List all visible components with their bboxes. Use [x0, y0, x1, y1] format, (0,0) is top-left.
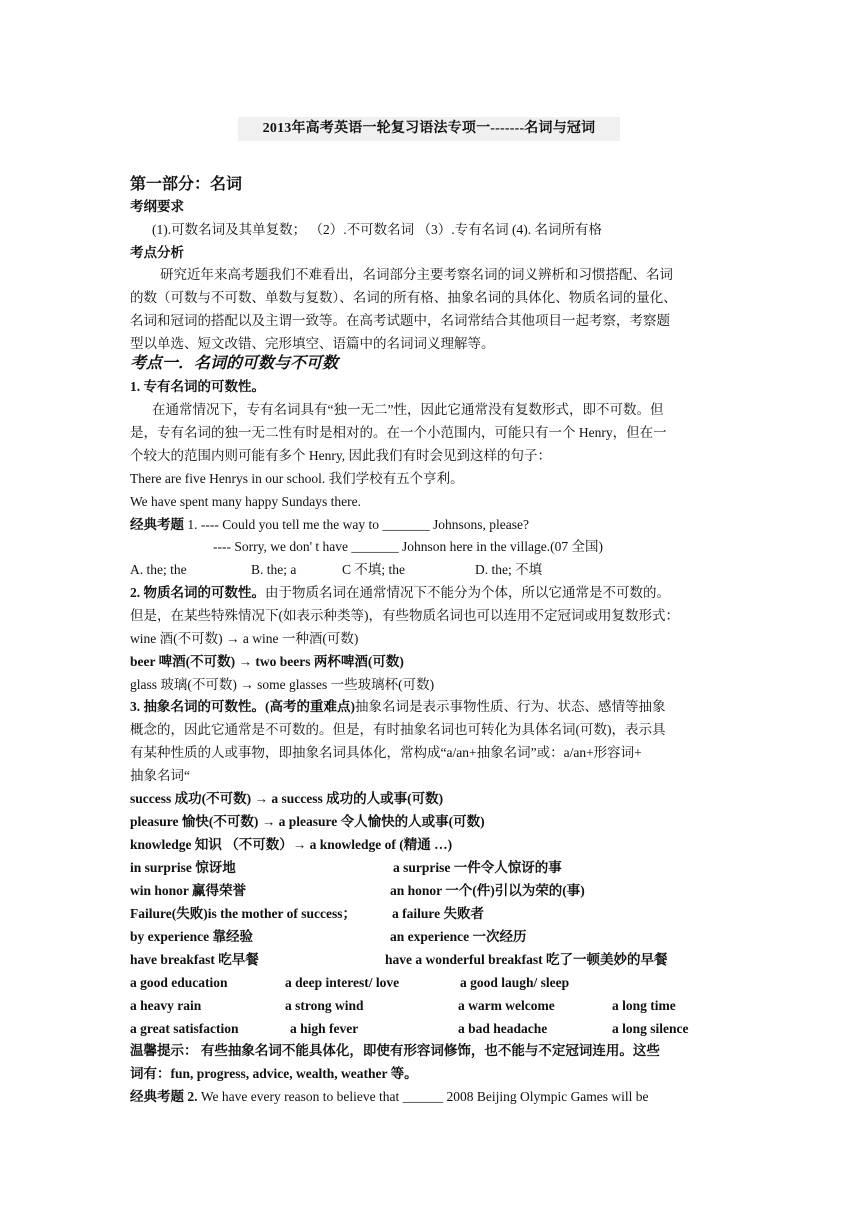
question-1-line-b: ---- Sorry, we don' t have _______ Johnson here in the village.(07 全国)	[213, 539, 603, 554]
phrase-cell: a warm welcome	[458, 998, 555, 1013]
section-3-example: success 成功(不可数) → a success 成功的人或事(可数)	[130, 791, 444, 806]
document-title: 2013年高考英语一轮复习语法专项一-------名词与冠词	[238, 117, 620, 141]
section-2-example: beer 啤酒(不可数) → two beers 两杯啤酒(可数)	[130, 654, 404, 669]
pair-right: have a wonderful breakfast 吃了一顿美妙的早餐	[385, 952, 668, 967]
question-1	[130, 516, 529, 534]
phrase-cell: a deep interest/ love	[285, 975, 400, 990]
tip-text: 词有：fun, progress, advice, wealth, weather 等。	[130, 1066, 418, 1081]
section-3-text: 抽象名词是表示事物性质、行为、状态、感情等抽象	[355, 699, 666, 714]
phrase-cell: a good education	[130, 975, 228, 990]
phrase-cell: a long time	[612, 998, 676, 1013]
pair-left: by experience 靠经验	[130, 929, 253, 944]
pair-right: an honor 一个(件)引以为荣的(事)	[390, 883, 585, 898]
analysis-heading: 考点分析	[130, 245, 184, 260]
phrase-cell: a good laugh/ sleep	[460, 975, 570, 990]
phrase-cell: a high fever	[290, 1021, 359, 1036]
section-2-heading: 2. 物质名词的可数性。	[130, 585, 265, 600]
tip-text: 温馨提示： 有些抽象名词不能具体化，即使有形容词修饰，也不能与不定冠词连用。这些	[130, 1043, 660, 1058]
section-3	[130, 698, 666, 716]
question-2	[130, 1088, 649, 1106]
section-3-text: 抽象名词“	[130, 768, 190, 783]
section-1-text: 在通常情况下，专有名词具有“独一无二”性，因此它通常没有复数形式，即不可数。但	[152, 402, 664, 417]
pair-right: a failure 失败者	[392, 906, 484, 921]
section-3-text: 有某种性质的人或事物，即抽象名词具体化，常构成“a/an+抽象名词”或：a/an+形容词+	[130, 745, 642, 760]
section-3-example: pleasure 愉快(不可数) → a pleasure 令人愉快的人或事(可数)	[130, 814, 485, 829]
question-1-line-a: 1. ---- Could you tell me the way to _______ Johnsons, please?	[187, 517, 529, 532]
phrase-cell: a heavy rain	[130, 998, 202, 1013]
section-3-example: knowledge 知识 （不可数）→ a knowledge of (精通 …)	[130, 837, 453, 852]
section-1-text: 是，专有名词的独一无二性有时是相对的。在一个小范围内，可能只有一个 Henry，但在一	[130, 425, 667, 440]
section-2-text: 由于物质名词在通常情况下不能分为个体，所以它通常是不可数的。	[265, 585, 670, 600]
pair-left: Failure(失败)is the mother of success；	[130, 906, 356, 921]
pair-right: an experience 一次经历	[390, 929, 527, 944]
pair-left: win honor 赢得荣誉	[130, 883, 247, 898]
section-2	[130, 584, 670, 602]
analysis-line: 研究近年来高考题我们不难看出，名词部分主要考察名词的词义辨析和习惯搭配、名词	[160, 267, 673, 282]
example-sentence: There are five Henrys in our school. 我们学校有五个亨利。	[130, 471, 464, 486]
requirements-list: (1).可数名词及其单复数； （2）.不可数名词 （3）.专有名词 (4). 名词所有格	[152, 222, 602, 237]
section-2-example: wine 酒(不可数) → a wine 一种酒(可数)	[130, 631, 359, 646]
pair-left: have breakfast 吃早餐	[130, 952, 259, 967]
analysis-line: 的数（可数与不可数、单数与复数）、名词的所有格、抽象名词的具体化、物质名词的量化、	[130, 290, 677, 305]
phrase-cell: a long silence	[612, 1021, 689, 1036]
section-2-example: glass 玻璃(不可数) → some glasses 一些玻璃杯(可数)	[130, 677, 435, 692]
requirements-heading: 考纲要求	[130, 199, 184, 214]
question-1-option-c: C 不填; the	[342, 562, 405, 577]
pair-right: a surprise 一件令人惊讶的事	[393, 860, 562, 875]
section-2-text: 但是，在某些特殊情况下(如表示种类等)，有些物质名词也可以连用不定冠词或用复数形式：	[130, 608, 679, 623]
question-1-option-d: D. the; 不填	[475, 562, 543, 577]
point-heading: 考点一．名词的可数与不可数	[130, 355, 339, 372]
phrase-cell: a strong wind	[285, 998, 364, 1013]
example-sentence: We have spent many happy Sundays there.	[130, 494, 361, 509]
question-1-option-b: B. the; a	[251, 562, 297, 577]
analysis-line: 型以单选、短文改错、完形填空、语篇中的名词词义理解等。	[130, 336, 495, 351]
question-2-text: We have every reason to believe that ______ 2008 Beijing Olympic Games will be	[197, 1089, 649, 1104]
pair-left: in surprise 惊讶地	[130, 860, 236, 875]
analysis-line: 名词和冠词的搭配以及主谓一致等。在高考试题中，名词常结合其他项目一起考察，考察题	[130, 313, 670, 328]
question-label: 经典考题	[130, 517, 184, 532]
phrase-cell: a great satisfaction	[130, 1021, 239, 1036]
question-1-option-a: A. the; the	[130, 562, 187, 577]
section-3-heading: 3. 抽象名词的可数性。(高考的重难点)	[130, 699, 355, 714]
question-label: 经典考题 2.	[130, 1089, 198, 1104]
section-1-text: 个较大的范围内则可能有多个 Henry, 因此我们有时会见到这样的句子：	[130, 448, 551, 463]
section-3-text: 概念的，因此它通常是不可数的。但是，有时抽象名词也可转化为具体名词(可数)，表示具	[130, 722, 666, 737]
part-heading: 第一部分：名词	[130, 176, 243, 193]
phrase-cell: a bad headache	[458, 1021, 548, 1036]
section-1-heading: 1. 专有名词的可数性。	[130, 379, 265, 394]
